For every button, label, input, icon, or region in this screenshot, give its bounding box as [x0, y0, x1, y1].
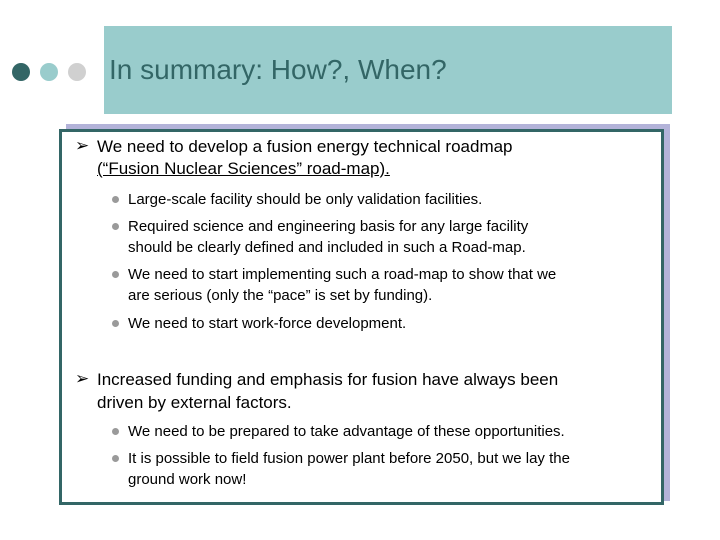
- sub-bullet-icon: [112, 428, 119, 435]
- decorative-dot-gray-icon: [68, 63, 86, 81]
- point-1-text: We need to develop a fusion energy technical roadmap: [97, 137, 513, 156]
- sub-bullet-icon: [112, 271, 119, 278]
- subpoint-1-1: Large-scale facility should be only validation facilities.: [128, 191, 483, 208]
- slide-title: In summary: How?, When?: [109, 54, 447, 85]
- subpoint-1-3-continued: are serious (only the “pace” is set by funding).: [128, 287, 433, 304]
- sub-bullet-icon: [112, 223, 119, 230]
- sub-bullet-icon: [112, 320, 119, 327]
- point-1-text-continued: (“Fusion Nuclear Sciences” road-map).: [97, 159, 390, 178]
- point-2-text: Increased funding and emphasis for fusion have always been: [97, 370, 559, 389]
- subpoint-1-3: We need to start implementing such a road-map to show that we: [128, 266, 557, 283]
- arrow-bullet-icon: ➢: [75, 369, 90, 388]
- decorative-dot-teal-icon: [40, 63, 58, 81]
- subpoint-1-2: Required science and engineering basis for any large facility: [128, 218, 529, 235]
- sub-bullet-icon: [112, 455, 119, 462]
- subpoint-1-2-continued: should be clearly defined and included in such a Road-map.: [128, 239, 526, 256]
- subpoint-2-2-continued: ground work now!: [128, 471, 247, 488]
- subpoint-2-1: We need to be prepared to take advantage of these opportunities.: [128, 423, 565, 440]
- decorative-dot-dark-icon: [12, 63, 30, 81]
- arrow-bullet-icon: ➢: [75, 136, 90, 155]
- subpoint-1-4: We need to start work-force development.: [128, 315, 407, 332]
- subpoint-2-2: It is possible to field fusion power plant before 2050, but we lay the: [128, 450, 570, 467]
- sub-bullet-icon: [112, 196, 119, 203]
- point-2-text-continued: driven by external factors.: [97, 393, 292, 412]
